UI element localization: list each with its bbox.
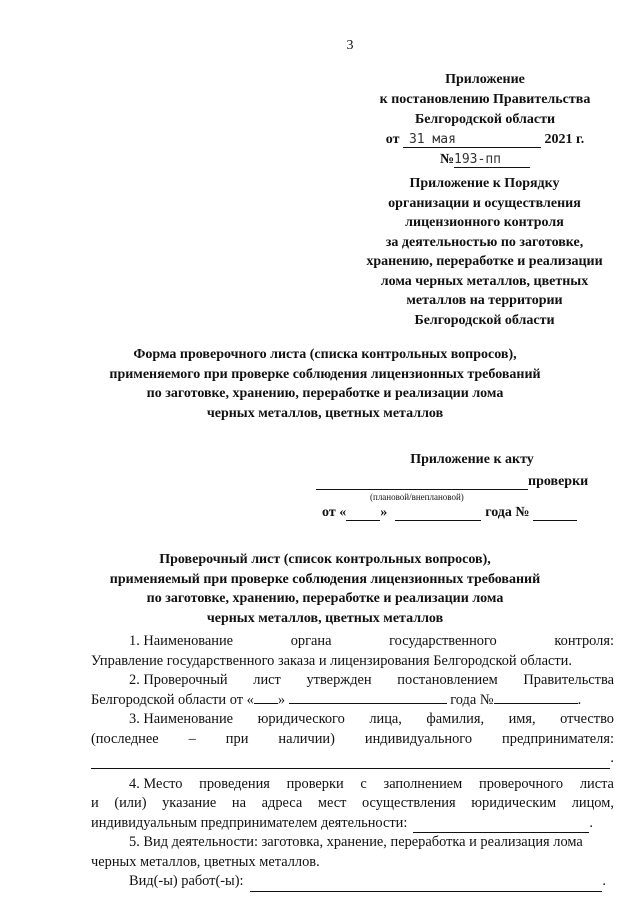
act-appendix [316,452,598,521]
word: 2. Проверочный [129,672,228,688]
word: при [225,730,249,747]
item-3-line-2 [91,730,614,750]
act-month-line [395,508,481,521]
appendix-line1: Приложение [445,72,525,87]
word: листа [579,775,614,792]
date-value: 31 мая [408,132,456,147]
word: индивидуального [364,730,473,747]
number-prefix: № [439,152,455,167]
checklist-title [100,550,550,628]
word: (или) [114,795,147,811]
word: лист [253,672,281,688]
item-4-line-2 [91,794,614,814]
form-title [100,345,550,423]
appendix-header [360,70,610,170]
order-line: за деятельностью по заготовке, [385,234,584,250]
act-number-line [533,508,577,521]
word: указание [162,795,217,811]
order-line: организации и осуществления [388,195,581,211]
act-check-row [316,474,598,490]
item-3-line-3 [91,749,614,769]
checklist-title-line: черных металлов, цветных металлов [206,610,444,626]
act-close-quote: » [380,505,388,520]
act-year-no: года № [485,505,530,520]
item-4-line-1 [91,775,614,795]
word: имя, [508,711,536,727]
item-2-line-2 [91,691,614,711]
word: проверочного [479,775,564,792]
month-field [289,691,447,704]
item-2-line-1 [91,671,614,691]
act-date-row [322,505,598,521]
word: проверки [286,775,344,792]
works-field [250,879,603,892]
word: юридического [257,711,345,727]
word: мест [317,795,347,811]
checklist-body [91,632,614,892]
act-day-line [346,508,380,521]
word: заполнением [383,775,463,792]
word: государственного [389,633,497,649]
entity-name-field [91,752,610,769]
date-prefix: от [385,132,400,147]
word: – [188,730,196,747]
act-title: Приложение к акту [410,452,534,467]
works-row [91,872,614,892]
item-5-line-1: 5. Вид деятельности: заготовка, хранение, переработка и реализация лома [129,834,583,850]
word: с [360,775,367,792]
item-1-line-1 [91,632,614,652]
item-4-text: индивидуальным предпринимателем деятельности: [91,814,408,831]
location-field [413,820,589,833]
day-field [254,691,278,704]
word: на [231,795,247,811]
appendix-number-row [360,150,610,170]
number-field [454,152,530,168]
item-4-line-3 [91,814,614,834]
order-appendix [352,174,617,330]
order-line: лицензионного контроля [405,215,564,230]
year-no-text: года № [450,691,494,708]
word: Правительства [523,672,614,688]
date-field [403,132,541,148]
word: органа [290,633,332,649]
period: . [610,750,614,766]
number-value: 193-пп [454,152,501,167]
word: постановлением [397,672,498,688]
order-line: Белгородской области [414,312,555,328]
word: лица, [369,711,402,727]
form-title-line: по заготовке, хранению, переработке и реализации лома [146,386,504,401]
period: . [602,873,606,889]
check-word: проверки [528,474,589,489]
works-label: Вид(-ы) работ(-ы): [129,873,244,889]
number-field [494,691,578,704]
form-title-line: Форма проверочного листа (списка контрольных вопросов), [133,347,517,362]
act-from: от « [322,505,347,520]
item-5-line-2: черных металлов, цветных металлов. [91,853,320,870]
appendix-line2: к постановлению Правительства [379,92,591,107]
word: юридическим [471,795,557,811]
item-2-text: Белгородской области от « [91,691,254,708]
form-title-line: черных металлов, цветных металлов [206,405,444,421]
word: утвержден [306,672,372,688]
order-line: Приложение к Порядку [409,176,560,191]
check-type-line [316,477,528,490]
appendix-line3: Белгородской области [414,112,556,127]
item-1-line-2: Управление государственного заказа и лицензирования Белгородской области. [91,652,572,669]
appendix-date-row [360,130,610,150]
word: фамилия, [426,711,485,727]
word: 3. Наименование [129,711,234,727]
word: осуществления [361,795,456,811]
word: (последнее [91,730,159,747]
form-title-line: применяемого при проверке соблюдения лицензионных требований [109,366,541,382]
word: и [91,795,99,811]
word: 4. Место [129,775,183,792]
checklist-title-line: Проверочный лист (список контрольных вопросов), [159,552,491,567]
checklist-title-line: по заготовке, хранению, переработке и реализации лома [146,591,504,606]
period: . [589,814,593,831]
order-line: лома черных металлов, цветных [380,273,589,289]
checklist-title-line: применяемый при проверке соблюдения лицензионных требований [109,571,541,587]
word: наличии) [278,730,335,747]
item-3-line-1 [91,710,614,730]
year-text: 2021 г. [544,132,585,147]
word: 1. Наименование [129,633,234,649]
word: отчество [560,711,614,727]
period: . [577,691,582,708]
word: лицом, [571,795,614,811]
page-number: 3 [346,38,354,53]
word: проведения [199,775,270,792]
close-quote: » [277,691,286,708]
order-line: металлов на территории [406,293,563,308]
word: контроля: [554,633,614,649]
word: предпринимателя: [502,730,614,747]
order-line: хранению, переработке и реализации [366,254,603,269]
word: адреса [261,795,303,811]
check-type-caption: (плановой/внеплановой) [370,492,464,502]
